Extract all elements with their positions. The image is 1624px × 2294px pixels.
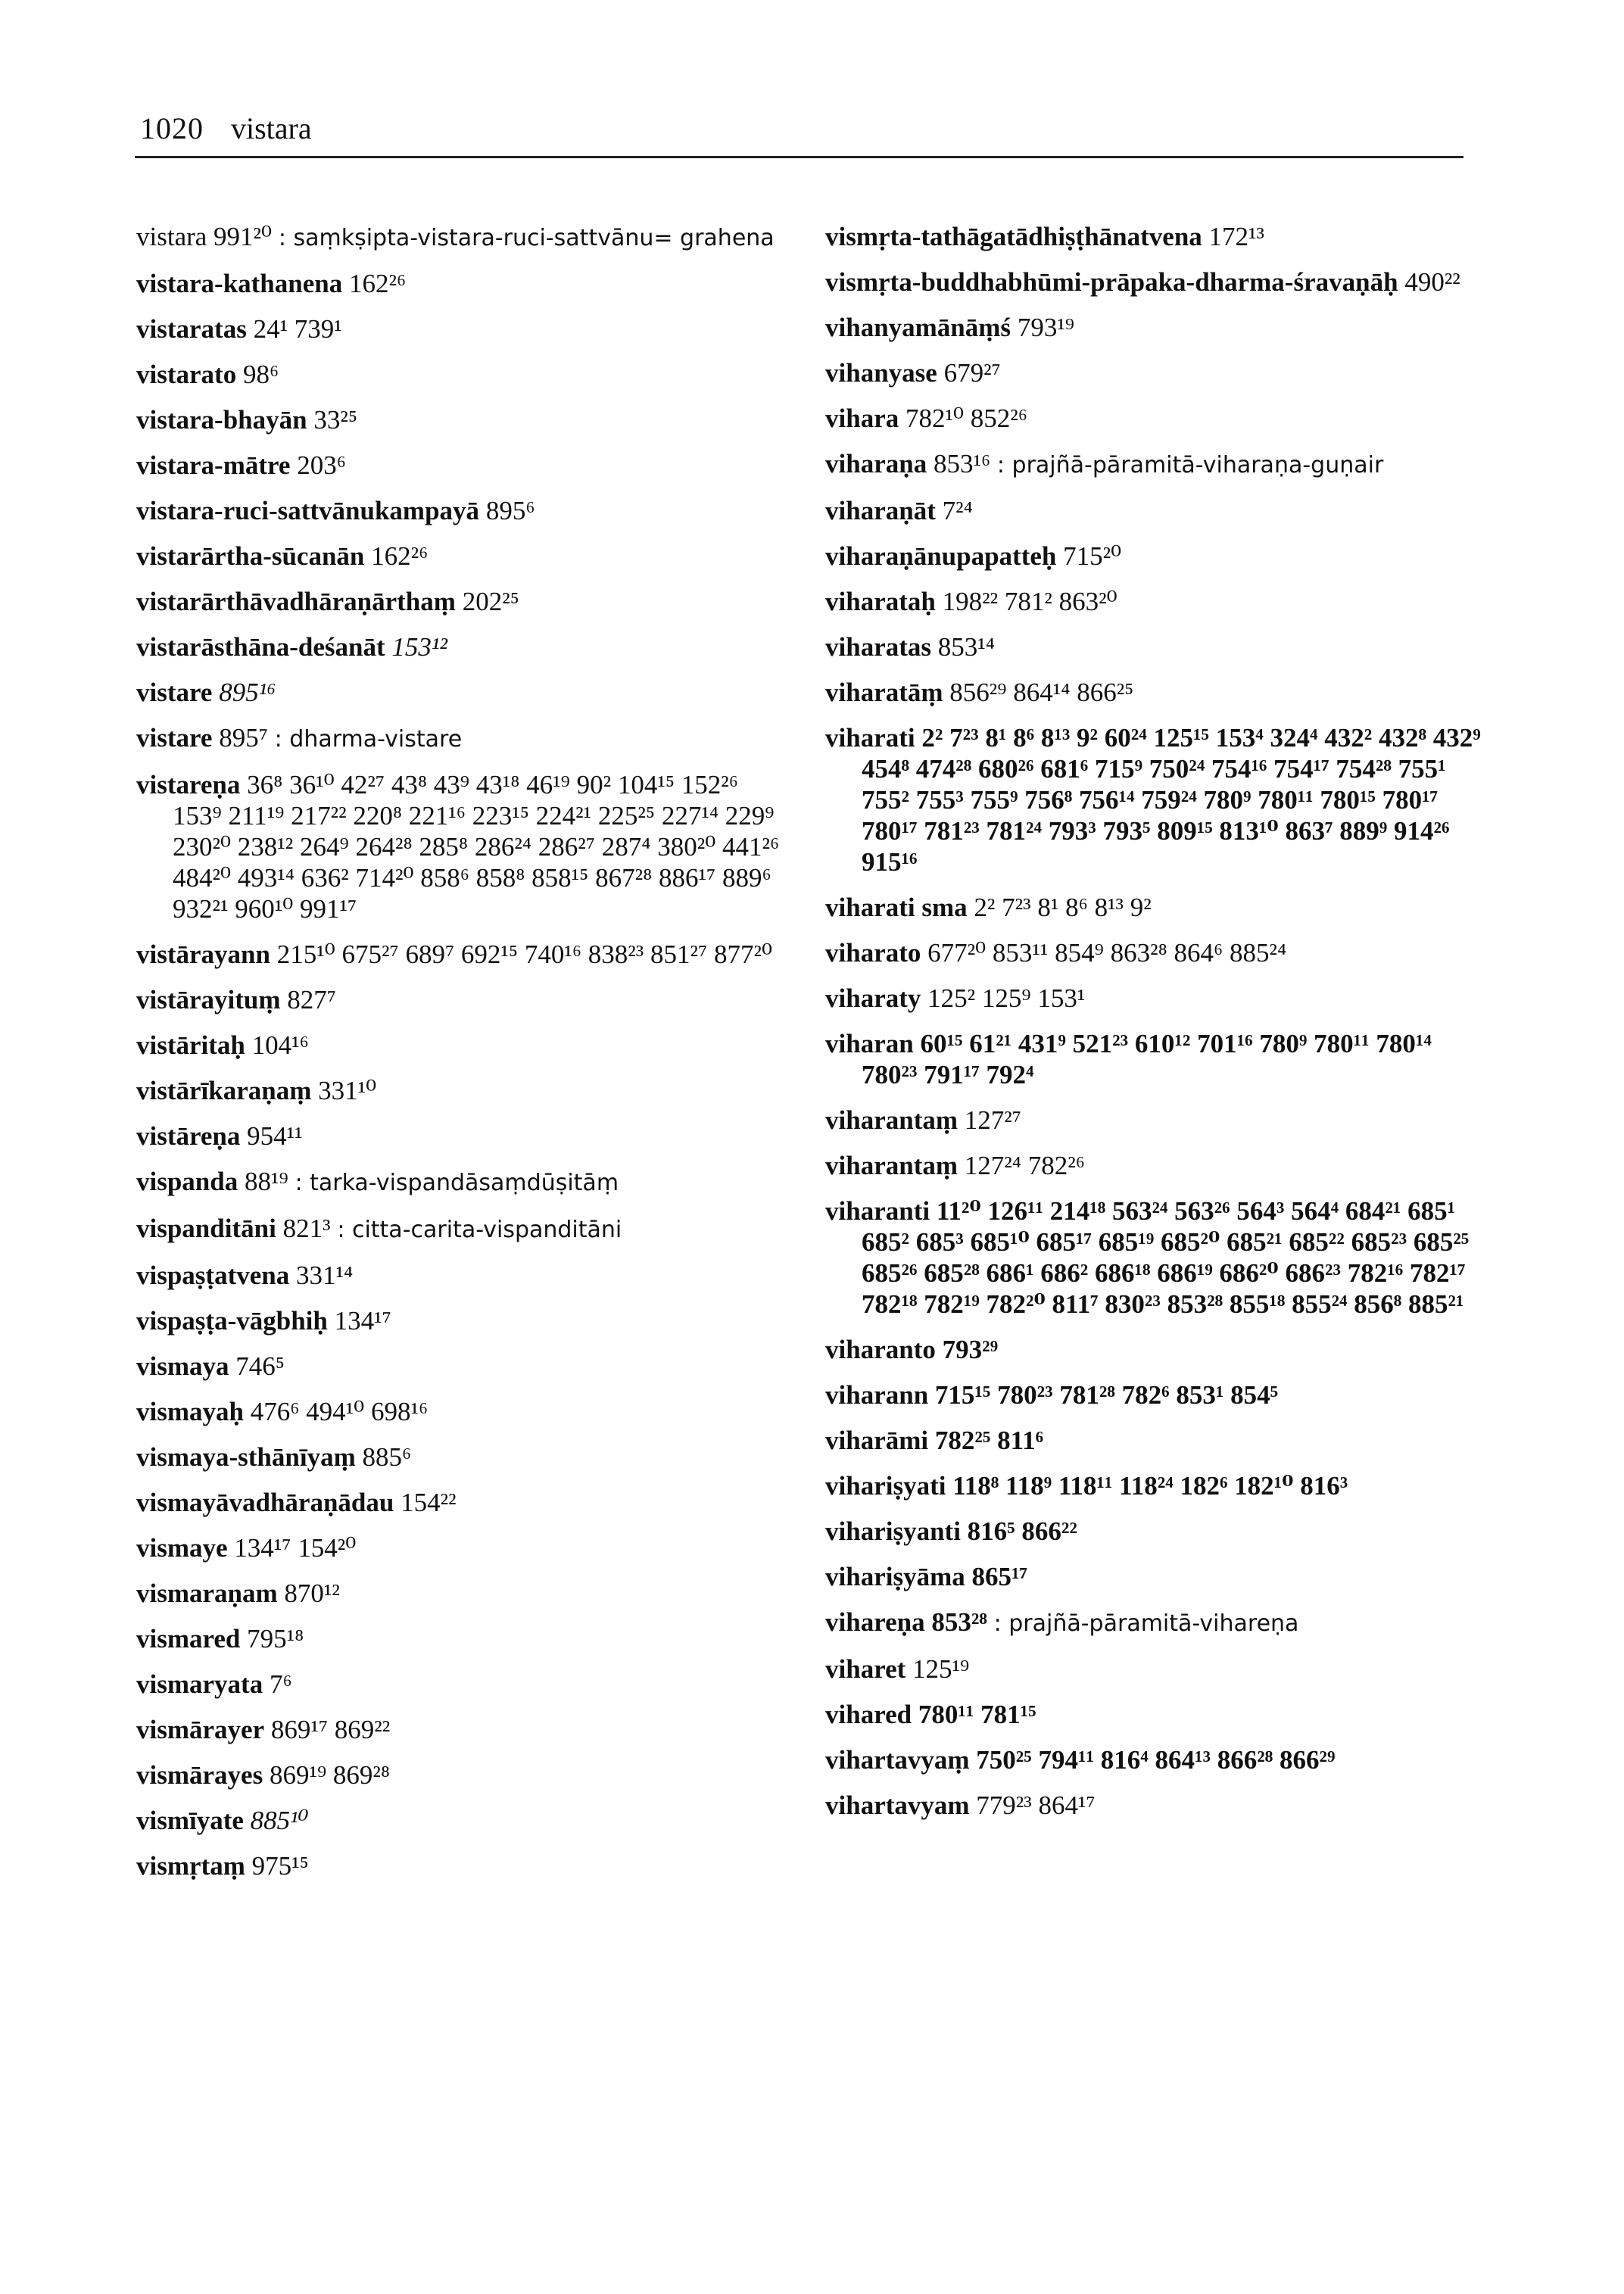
index-entry — [825, 1744, 1492, 1775]
index-entry — [825, 1516, 1492, 1547]
index-entry — [825, 937, 1492, 968]
page-references: 331¹⁰ — [318, 1076, 377, 1105]
headword: vismṛta-buddhabhūmi-prāpaka-dharma-śravaṇāḥ — [825, 267, 1398, 297]
index-entry — [136, 1578, 787, 1609]
headword: vismārayes — [136, 1760, 263, 1790]
index-entry — [136, 1030, 787, 1061]
index-entry — [136, 1669, 787, 1700]
headword: vistara-kathanena — [136, 269, 343, 298]
index-entry — [136, 1442, 787, 1473]
page-number: 1020 — [140, 111, 204, 145]
headword: vistāritaḥ — [136, 1030, 245, 1060]
index-entry — [825, 312, 1492, 343]
page-references: 11²⁰ 126¹¹ 214¹⁸ 563²⁴ 563²⁶ 564³ 564⁴ 684²¹ 685¹ 685² 685³ 685¹⁰ 685¹⁷ 685¹⁹ 685²⁰ 685²¹ 685²² 685²³ 685²⁵ 685²⁶ 685²⁸ 686¹ 686² 686¹⁸ 686¹⁹ 686²⁰ 686²³ 782¹⁶ 782¹⁷ 782¹⁸ 782¹⁹ 782²⁰ 811⁷ 830²³ 853²⁸ 855¹⁸ 855²⁴ 856⁸ 885²¹ — [862, 1196, 1470, 1319]
page-references: 7²⁴ — [942, 496, 973, 525]
index-entry — [136, 586, 787, 617]
index-entry — [825, 357, 1492, 388]
page-references: 127²⁷ — [964, 1105, 1021, 1135]
cross-reference-note: : prajñā-pāramitā-viharaṇa-guṇair — [996, 452, 1384, 478]
page-references: 853¹⁴ — [937, 632, 995, 662]
page-references: 827⁷ — [287, 985, 336, 1015]
page-references: 24¹ 739¹ — [253, 314, 342, 344]
index-entry — [136, 1121, 787, 1152]
page-references: 782²⁵ 811⁶ — [934, 1426, 1044, 1455]
page-references: 125¹⁹ — [912, 1654, 970, 1684]
headword: vistārīkaraṇaṃ — [136, 1076, 312, 1105]
headword: viharanto — [825, 1335, 936, 1364]
headword: vismṛta-tathāgatādhiṣṭhānatvena — [825, 222, 1202, 251]
index-entry — [825, 1150, 1492, 1181]
headword: vihanyamānāṃś — [825, 313, 1011, 342]
index-entry — [136, 1805, 787, 1836]
page-references: 125² 125⁹ 153¹ — [927, 983, 1086, 1013]
index-entry — [825, 1425, 1492, 1456]
page-references: 793¹⁹ — [1017, 313, 1075, 342]
index-entry — [825, 541, 1492, 572]
page-references: 98⁶ — [242, 360, 279, 389]
headword: vismīyate — [136, 1806, 244, 1835]
page-references: 203⁶ — [297, 450, 346, 480]
page-references: 476⁶ 494¹⁰ 698¹⁶ — [250, 1397, 429, 1426]
index-entry — [825, 677, 1492, 708]
page-references: 750²⁵ 794¹¹ 816⁴ 864¹³ 866²⁸ 866²⁹ — [976, 1745, 1336, 1775]
page-references: 198²² 781² 863²⁰ — [942, 587, 1117, 616]
index-entry — [825, 1028, 1492, 1090]
page-references: 118⁸ 118⁹ 118¹¹ 118²⁴ 182⁶ 182¹⁰ 816³ — [952, 1471, 1348, 1501]
page-references: 60¹⁵ 61²¹ 431⁹ 521²³ 610¹² 701¹⁶ 780⁹ 780¹¹ 780¹⁴ 780²³ 791¹⁷ 792⁴ — [862, 1029, 1432, 1089]
headword: viharantaṃ — [825, 1105, 958, 1135]
headword: viharato — [825, 938, 921, 968]
index-entry — [136, 1623, 787, 1654]
headword: vismārayer — [136, 1715, 265, 1744]
page-references: 679²⁷ — [943, 358, 1001, 388]
index-entry — [825, 1653, 1492, 1685]
headword: viharaṇāt — [825, 496, 936, 525]
index-entry — [136, 495, 787, 526]
page-references: 88¹⁹ — [245, 1167, 288, 1196]
headword: vihartavyam — [825, 1791, 970, 1820]
headword: vistarato — [136, 360, 237, 389]
index-entry — [136, 1850, 787, 1881]
headword: viharaṇānupapatteḥ — [825, 541, 1057, 571]
headword: vistarāsthāna-deśanāt — [136, 632, 385, 662]
page-references: 36⁸ 36¹⁰ 42²⁷ 43⁸ 43⁹ 43¹⁸ 46¹⁹ 90² 104¹⁵ 152²⁶ 153⁹ 211¹⁹ 217²² 220⁸ 221¹⁶ 223¹⁵ 224²¹ 225²⁵ 227¹⁴ 229⁹ 230²⁰ 238¹² 264⁹ 264²⁸ 285⁸ 286²⁴ 286²⁷ 287⁴ 380²⁰ 441²⁶ 484²⁰ 493¹⁴ 636² 714²⁰ 858⁶ 858⁸ 858¹⁵ 867²⁸ 886¹⁷ 889⁶ 932²¹ 960¹⁰ 991¹⁷ — [173, 770, 780, 924]
index-entry — [825, 1561, 1492, 1592]
headword: viharann — [825, 1380, 929, 1410]
headword: vihanyase — [825, 358, 937, 388]
index-entry — [136, 1759, 787, 1791]
index-entry — [136, 313, 787, 344]
headword: vihared — [825, 1700, 912, 1729]
page-references: 2² 7²³ 8¹ 8⁶ 8¹³ 9² — [974, 893, 1152, 922]
page-references: 715¹⁵ 780²³ 781²⁸ 782⁶ 853¹ 854⁵ — [934, 1380, 1279, 1410]
headword: viharet — [825, 1654, 906, 1684]
page-references: 821³ — [282, 1214, 331, 1243]
headword: vismaya — [136, 1351, 229, 1381]
index-entry — [136, 268, 787, 299]
headword: vistara — [136, 222, 207, 251]
page-references: 869¹⁷ 869²² — [270, 1715, 391, 1744]
headword: vistāreṇa — [136, 1121, 241, 1151]
headword: vismaraṇam — [136, 1579, 278, 1608]
headword: viharatāṃ — [825, 678, 943, 707]
headword: viharati — [825, 723, 915, 753]
page-references: 162²⁶ — [371, 541, 429, 571]
page-references: 154²² — [401, 1488, 457, 1517]
headword: vispanditāni — [136, 1214, 276, 1243]
page-references: 104¹⁶ — [251, 1030, 309, 1060]
page-references: 7⁶ — [269, 1669, 292, 1699]
headword: vismayāvadhāraṇādau — [136, 1488, 394, 1517]
page-references: 869¹⁹ 869²⁸ — [269, 1760, 391, 1790]
page-references: 490²² — [1404, 267, 1460, 297]
index-entry — [136, 359, 787, 390]
index-entry — [825, 631, 1492, 662]
headword: viharantaṃ — [825, 1151, 958, 1180]
page-references: 215¹⁰ 675²⁷ 689⁷ 692¹⁵ 740¹⁶ 838²³ 851²⁷ 877²⁰ — [276, 940, 772, 969]
index-entry — [136, 221, 787, 254]
index-entry — [136, 984, 787, 1015]
page-references: 816⁵ 866²² — [967, 1516, 1077, 1546]
headword: viharataḥ — [825, 587, 936, 616]
index-entry — [136, 1305, 787, 1336]
index-entry — [136, 677, 787, 708]
index-entry — [825, 495, 1492, 526]
page-references: 853²⁸ — [931, 1607, 987, 1637]
index-entry — [136, 1260, 787, 1291]
page-references: 715²⁰ — [1063, 541, 1122, 571]
page-references: 780¹¹ 781¹⁵ — [918, 1700, 1036, 1729]
headword: vismaya-sthānīyaṃ — [136, 1442, 356, 1472]
page-references: 127²⁴ 782²⁶ — [964, 1151, 1085, 1180]
cross-reference-note: : tarka-vispandāsaṃdūṣitāṃ — [295, 1170, 619, 1196]
headword: vihartavyaṃ — [825, 1745, 970, 1775]
headword: vispaṣṭa-vāgbhiḥ — [136, 1306, 328, 1336]
index-entry — [825, 266, 1492, 298]
index-entry — [136, 1351, 787, 1382]
headword: vistare — [136, 678, 213, 707]
index-entry — [825, 221, 1492, 252]
headword: vistaratas — [136, 314, 247, 344]
headword: viharati sma — [825, 893, 968, 922]
page-references: 865¹⁷ — [971, 1562, 1027, 1591]
page-references: 856²⁹ 864¹⁴ 866²⁵ — [949, 678, 1134, 707]
headword: vihariṣyāma — [825, 1562, 965, 1591]
page-references: 779²³ 864¹⁷ — [976, 1791, 1096, 1820]
index-entry — [136, 939, 787, 970]
headword: vismaye — [136, 1533, 228, 1563]
page-references: 331¹⁴ — [296, 1261, 354, 1290]
headword: vistara-mātre — [136, 450, 291, 480]
headword: vihariṣyanti — [825, 1516, 961, 1546]
index-entry — [825, 1607, 1492, 1639]
index-entry — [825, 1379, 1492, 1410]
page-references: 202²⁵ — [462, 587, 519, 616]
page-references: 895⁷ — [219, 723, 268, 753]
index-entry — [136, 631, 787, 662]
page-references: 853¹⁶ — [933, 449, 991, 478]
page-references: 746⁵ — [235, 1351, 285, 1381]
headword: vistareṇa — [136, 770, 241, 799]
headword: vispanda — [136, 1167, 238, 1196]
header-rule — [135, 156, 1463, 158]
headword: viharatas — [825, 632, 931, 662]
headword: vihara — [825, 404, 899, 433]
headword: vistarārtha-sūcanān — [136, 541, 365, 571]
page-references: 134¹⁷ — [334, 1306, 391, 1336]
page-references: 795¹⁸ — [247, 1624, 304, 1653]
index-entry — [825, 1699, 1492, 1730]
index-entry — [136, 404, 787, 435]
left-column — [136, 221, 787, 1896]
page-references: 991²⁰ — [214, 222, 273, 251]
page-header — [140, 111, 312, 146]
right-column — [825, 221, 1492, 1835]
cross-reference-note: : citta-carita-vispanditāni — [337, 1217, 622, 1243]
page-references: 885¹⁰ — [250, 1806, 309, 1835]
index-entry — [825, 1195, 1492, 1320]
page-references: 172¹³ — [1208, 222, 1265, 251]
page-references: 153¹² — [391, 632, 447, 662]
page-references: 954¹¹ — [247, 1121, 303, 1151]
index-entry — [825, 1470, 1492, 1501]
index-entry — [136, 1487, 787, 1518]
headword: vihareṇa — [825, 1607, 925, 1637]
index-entry — [136, 541, 787, 572]
page-references: 2² 7²³ 8¹ 8⁶ 8¹³ 9² 60²⁴ 125¹⁵ 153⁴ 324⁴ 432² 432⁸ 432⁹ 454⁸ 474²⁸ 680²⁶ 681⁶ 715⁹ 750²⁴ 754¹⁶ 754¹⁷ 754²⁸ 755¹ 755² 755³ 755⁹ 756⁸ 756¹⁴ 759²⁴ 780⁹ 780¹¹ 780¹⁵ 780¹⁷ 780¹⁷ 781²³ 781²⁴ 793³ 793⁵ 809¹⁵ 813¹⁰ 863⁷ 889⁹ 914²⁶ 915¹⁶ — [862, 723, 1481, 877]
page-references: 162²⁶ — [349, 269, 407, 298]
headword: viharāmi — [825, 1426, 929, 1455]
headword: vistārayann — [136, 940, 270, 969]
index-entry — [825, 1105, 1492, 1136]
page-references: 793²⁹ — [942, 1335, 999, 1364]
page-references: 895¹⁶ — [219, 678, 276, 707]
page-references: 33²⁵ — [313, 405, 358, 435]
index-entry — [825, 722, 1492, 877]
index-entry — [136, 1166, 787, 1198]
headword: viharaṇa — [825, 449, 927, 478]
headword: vistara-bhayān — [136, 405, 307, 435]
index-entry — [136, 722, 787, 755]
headword: viharaty — [825, 983, 921, 1013]
headword: vistarārthāvadhāraṇārthaṃ — [136, 587, 456, 616]
page-references: 885⁶ — [362, 1442, 412, 1472]
headword: vistārayituṃ — [136, 985, 281, 1015]
headword: vistare — [136, 723, 213, 753]
headword: vispaṣṭatvena — [136, 1261, 290, 1290]
page-references: 782¹⁰ 852²⁶ — [905, 404, 1027, 433]
index-entry — [825, 1790, 1492, 1821]
headword: vismṛtaṃ — [136, 1851, 245, 1881]
index-entry — [825, 892, 1492, 923]
headword: vihariṣyati — [825, 1471, 946, 1501]
index-entry — [136, 1396, 787, 1427]
headword: vismayaḥ — [136, 1397, 244, 1426]
index-entry — [136, 1714, 787, 1745]
cross-reference-note: : prajñā-pāramitā-vihareṇa — [993, 1610, 1299, 1637]
index-entry — [825, 586, 1492, 617]
page-references: 975¹⁵ — [251, 1851, 309, 1881]
headword: viharanti — [825, 1196, 930, 1226]
index-entry — [825, 403, 1492, 434]
page-references: 134¹⁷ 154²⁰ — [234, 1533, 357, 1563]
index-entry — [825, 448, 1492, 481]
index-entry — [825, 983, 1492, 1014]
headword: vismaryata — [136, 1669, 263, 1699]
cross-reference-note: : saṃkṣipta-vistara-ruci-sattvānu= grahena — [278, 225, 775, 251]
index-entry — [136, 1213, 787, 1245]
headword: viharan — [825, 1029, 914, 1058]
running-head: vistara — [231, 111, 312, 145]
index-entry — [136, 769, 787, 924]
headword: vismared — [136, 1624, 241, 1653]
index-entry — [136, 450, 787, 481]
cross-reference-note: : dharma-vistare — [274, 726, 463, 753]
page-references: 870¹² — [284, 1579, 340, 1608]
page-references: 677²⁰ 853¹¹ 854⁹ 863²⁸ 864⁶ 885²⁴ — [927, 938, 1287, 968]
page-references: 895⁶ — [485, 496, 535, 525]
index-entry — [825, 1334, 1492, 1365]
index-entry — [136, 1532, 787, 1563]
headword: vistara-ruci-sattvānukampayā — [136, 496, 480, 525]
index-entry — [136, 1075, 787, 1106]
